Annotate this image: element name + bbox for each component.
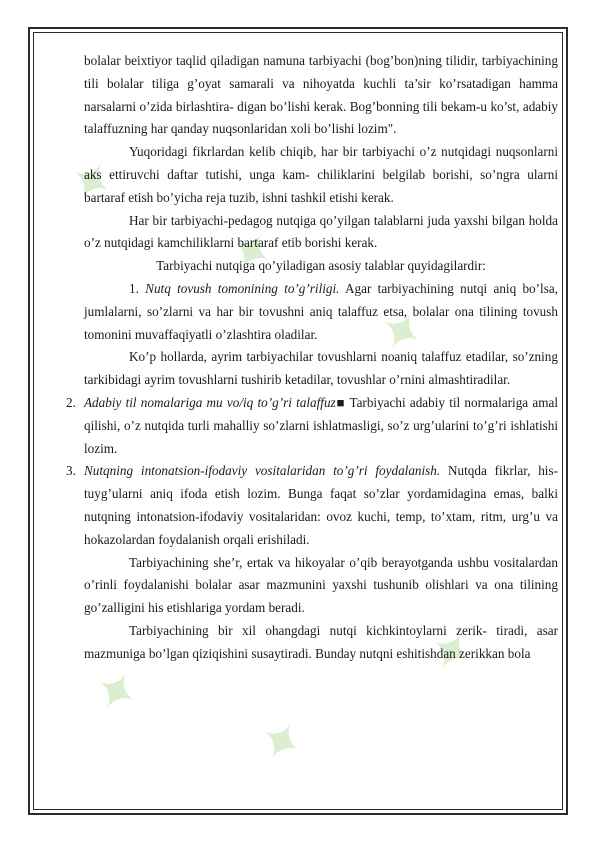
watermark-shape: ✦: [214, 216, 292, 287]
text-run: 1.: [129, 280, 146, 296]
text-run: ■ Tarbiyachi adabiy til normalariga amal qilishi, o’z nutqida turli mahalliy so’zlarni ishlatmasligi, so’z urg’ularini to’g’ri ishlatishi lozim.: [84, 394, 558, 456]
list-number: 2.: [66, 394, 76, 410]
document-body: [66, 50, 558, 666]
paragraph: [84, 346, 558, 392]
text-run: Yuqoridagi fikrlardan kelib chiqib, har bir tarbiyachi o’z nutqidagi nuqsonlarni aks ettiruvchi daftar tutishi, unga kam- chiliklarini belgilab borishi, so’ngra ularni bartaraf etish bo’yicha reja tuzib, ishni tashkil etishi kerak.: [84, 144, 558, 205]
watermark-shape: ✦: [54, 146, 132, 217]
text-run: Tarbiyachining she’r, ertak va hikoyalar o’qib berayotganda ushbu vositalardan o’rinli foydalanishi bolalar asar mazmunini yaxshi tushunib olishlari va ona tilining go’zalligini his etishlariga yordam beradi.: [84, 554, 558, 616]
paragraph: [84, 210, 558, 256]
watermark-shape: ✦: [244, 706, 322, 777]
italic-heading: Nutq tovush tomonining to’g’riligi.: [145, 280, 340, 296]
watermark-shape: ✦: [414, 616, 492, 687]
text-run: Tarbiyachining bir xil ohangdagi nutqi kichkintoylarni zerik- tiradi, asar mazmuniga bo’lgan qiziqishini susaytiradi. Bunday nutqni eshitishdan zerikkan bola: [84, 622, 558, 661]
paragraph: [84, 552, 558, 620]
paragraph: [84, 141, 558, 209]
text-run: Har bir tarbiyachi-pedagog nutqiga qo’yilgan talablarni juda yaxshi bilgan holda o’z nutqidagi kamchiliklarni bartaraf etib borishi kerak.: [84, 212, 558, 251]
text-run: Nutqda fikrlar, his-tuyg’ularni aniq ifoda etish lozim. Bunga faqat so’zlar yordamidagina emas, balki nutqning intonatsion-ifodaviy vositalaridan: ovoz kuchi, temp, to’xtam, ritm, urg’u va hokazolardan foydalanish orqali erishiladi.: [84, 463, 558, 547]
paragraph: [84, 50, 558, 141]
text-run: Tarbiyachi nutqiga qo’yiladigan asosiy talablar quyidagilardir:: [156, 258, 486, 274]
watermark-shape: ✦: [364, 296, 442, 367]
paragraph: [84, 255, 558, 278]
text-run: Agar tarbiyachining nutqi aniq bo’lsa, jumlalarni, so’zlarni va har bir tovushni aniq talaffuz etsa, bolalar ona tilining tovush tomonini muvaffaqiyatli o’zlashtira oladilar.: [84, 280, 558, 342]
paragraph: [84, 620, 558, 666]
paragraph: [66, 460, 558, 551]
text-run: Ko’p hollarda, ayrim tarbiyachilar tovushlarni noaniq talaffuz etadilar, so’zning tarkibidagi ayrim tovushlarni tushirib ketadilar, tovushlar o’rnini almashtiradilar.: [84, 349, 558, 388]
italic-heading: Adabiy til nomalariga mu vo/iq to’g’ri talaffuz: [84, 394, 336, 410]
italic-heading: Nutqning intonatsion-ifodaviy vositalaridan to’g’ri foydalanish.: [84, 463, 441, 479]
text-run: bolalar beixtiyor taqlid qiladigan namuna tarbiyachi (bog’bon)ning tilidir, tarbiyachining tili bolalar tiliga g’oyat samarali va nihoyatda kuchli ta’sir ko’rsatadigan hamma narsalarni o’zida birlashtira- digan bo’lishi kerak. Bog’bonning tili bekam-u ko’st, adabiy talaffuzning har qanday nuqsonlaridan xoli bo’lishi lozim".: [84, 53, 558, 137]
watermark-shape: ✦: [79, 656, 157, 727]
list-number: 3.: [66, 463, 76, 479]
paragraph: [66, 392, 558, 460]
paragraph: [84, 278, 558, 346]
